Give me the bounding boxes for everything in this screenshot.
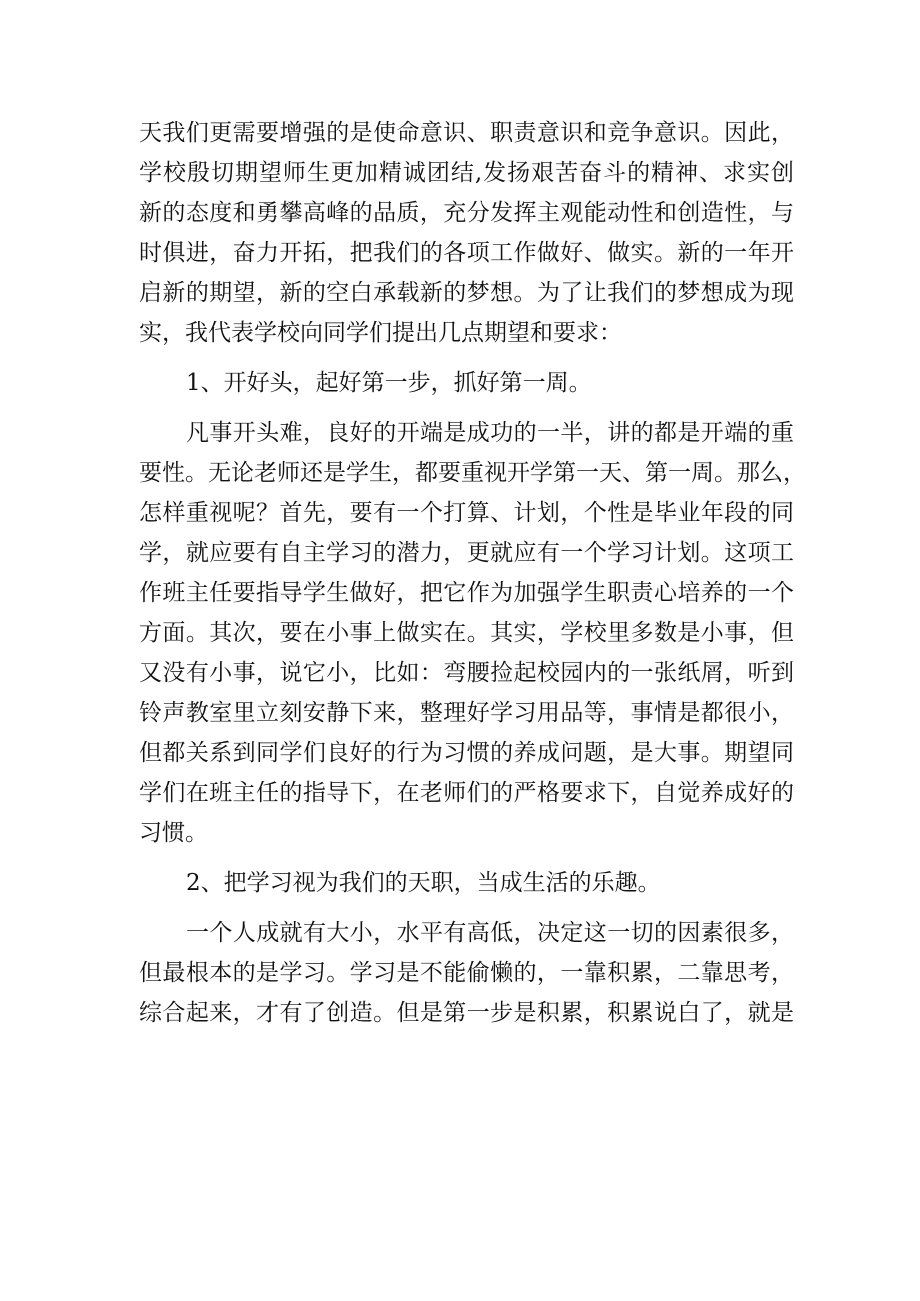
text-line: 但都关系到同学们良好的行为习惯的养成问题，是大事。期望同 <box>139 740 794 766</box>
document-body <box>139 113 806 1033</box>
text-line: 方面。其次，要在小事上做实在。其实，学校里多数是小事，但 <box>139 620 794 646</box>
paragraph <box>139 113 794 353</box>
text-line: 启新的期望，新的空白承载新的梦想。为了让我们的梦想成为现 <box>139 280 794 306</box>
text-line: 学，就应要有自主学习的潜力，更就应有一个学习计划。这项工 <box>139 540 794 566</box>
text-line: 时俱进，奋力开拓，把我们的各项工作做好、做实。新的一年开 <box>139 240 794 266</box>
text-line: 但最根本的是学习。学习是不能偷懒的，一靠积累，二靠思考， <box>139 960 794 986</box>
text-line: 要性。无论老师还是学生，都要重视开学第一天、第一周。那么， <box>139 460 806 486</box>
text-line: 怎样重视呢？首先，要有一个打算、计划，个性是毕业年段的同 <box>139 500 794 526</box>
text-line: 综合起来，才有了创造。但是第一步是积累，积累说白了，就是 <box>139 1000 794 1026</box>
text-line: 习惯。 <box>139 820 208 846</box>
text-line: 凡事开头难，良好的开端是成功的一半，讲的都是开端的重 <box>186 420 794 446</box>
section-heading: 1、开好头，起好第一步，抓好第一周。 <box>186 370 592 396</box>
text-line: 学们在班主任的指导下，在老师们的严格要求下，自觉养成好的 <box>139 780 794 806</box>
paragraph <box>139 913 794 1033</box>
text-line: 作班主任要指导学生做好，把它作为加强学生职责心培养的一个 <box>139 580 794 606</box>
text-line: 学校殷切期望师生更加精诚团结,发扬艰苦奋斗的精神、求实创 <box>139 160 794 186</box>
text-line: 天我们更需要增强的是使命意识、职责意识和竞争意识。因此， <box>139 120 794 146</box>
text-line: 一个人成就有大小，水平有高低，决定这一切的因素很多， <box>186 920 794 946</box>
text-line: 又没有小事，说它小，比如：弯腰捡起校园内的一张纸屑，听到 <box>139 660 794 686</box>
text-line: 新的态度和勇攀高峰的品质，充分发挥主观能动性和创造性，与 <box>139 200 794 226</box>
text-line: 铃声教室里立刻安静下来，整理好学习用品等，事情是都很小， <box>139 700 794 726</box>
paragraph <box>139 413 806 853</box>
text-line: 实，我代表学校向同学们提出几点期望和要求： <box>139 320 622 346</box>
section-heading: 2、把学习视为我们的天职，当成生活的乐趣。 <box>186 870 661 896</box>
